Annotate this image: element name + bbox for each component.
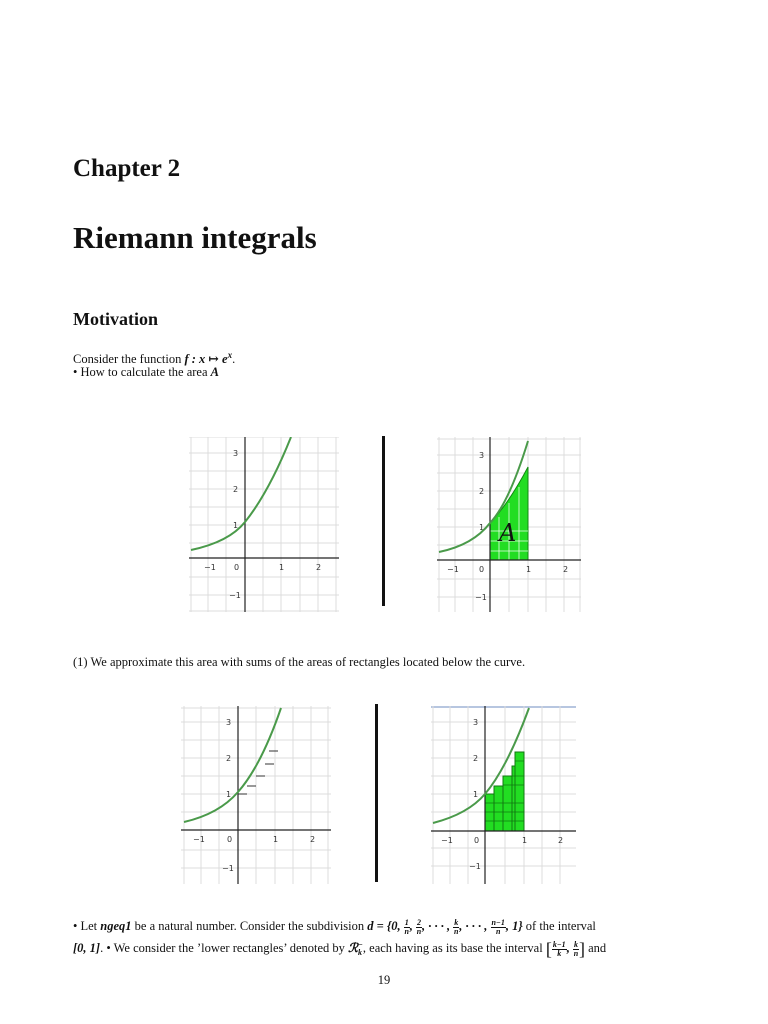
lower-rectangles-text: . • We consider the ’lower rectangles’ denoted by — [100, 941, 349, 955]
rectangle-superscript: − — [358, 940, 363, 950]
function-exponent: x — [227, 350, 233, 360]
fraction-denominator: k — [557, 948, 562, 958]
subdivision-text: be a natural number. Consider the subdivision — [131, 919, 368, 933]
tick-y-3: 3 — [233, 449, 239, 458]
fraction-denominator: n — [416, 926, 422, 936]
step-1-text: (1) We approximate this area with sums of the areas of rectangles located below the curve. — [73, 655, 526, 669]
tick-x-neg1: −1 — [204, 563, 216, 572]
fraction-denominator: n — [454, 926, 459, 936]
let-text: • Let — [73, 919, 101, 933]
tick-y-neg1: −1 — [229, 591, 241, 600]
fraction-n-minus-1-over-n — [491, 919, 506, 936]
tick-y-3: 3 — [473, 718, 479, 727]
tick-x-2: 2 — [558, 836, 564, 845]
tick-x-0: 0 — [479, 565, 485, 574]
chapter-label: Chapter 2 — [73, 155, 181, 182]
tick-y-neg1: −1 — [475, 593, 487, 602]
tick-y-1: 1 — [473, 790, 479, 799]
figure-divider — [382, 436, 385, 606]
tick-y-2: 2 — [473, 754, 479, 763]
function-expression: f : x ↦ e — [184, 352, 228, 367]
unit-interval: [0, 1] — [73, 941, 101, 955]
fraction-numerator: 1 — [404, 917, 409, 927]
tick-y-1: 1 — [233, 521, 239, 530]
tick-y-3: 3 — [479, 451, 485, 460]
rectangle-symbol: ℛ — [348, 940, 359, 955]
tick-x-1: 1 — [522, 836, 528, 845]
area-label: A — [499, 519, 517, 547]
graph-step-approx — [181, 706, 331, 884]
tick-x-0: 0 — [227, 835, 233, 844]
fraction-denominator: n — [404, 926, 409, 936]
tick-x-1: 1 — [273, 835, 279, 844]
interval-text: of the interval — [522, 919, 596, 933]
tick-x-neg1: −1 — [447, 565, 459, 574]
page-number: 19 — [377, 973, 391, 987]
tick-y-1: 1 — [226, 790, 232, 799]
and-text: and — [584, 941, 607, 955]
fraction-denominator: n — [573, 948, 579, 958]
tick-x-0: 0 — [474, 836, 480, 845]
graph-area-a — [437, 437, 581, 612]
graph-lower-rectangles — [431, 706, 576, 884]
tick-x-0: 0 — [234, 563, 240, 572]
ellipsis: , · · · , — [459, 919, 491, 933]
area-symbol: A — [210, 365, 219, 379]
intro-line-2 — [73, 364, 219, 380]
tick-y-2: 2 — [226, 754, 232, 763]
figure-divider-2 — [375, 704, 378, 882]
subdivision-line-2: [0, 1]. • We consider the ’lower rectangles’ denoted by ℛ − k , each having as its base the interval [ $\frac{k-1}{k}$ , $\frac{k}{n}$ ] and — [73, 939, 607, 960]
fraction-numerator: n−1 — [491, 917, 505, 927]
fraction-numerator: k — [573, 939, 578, 949]
fraction-k-minus-1-over-k — [552, 941, 567, 958]
tick-x-1: 1 — [279, 563, 285, 572]
chapter-title: Riemann integrals — [73, 220, 317, 255]
tick-y-neg1: −1 — [469, 862, 481, 871]
intro-question: • How to calculate the area — [73, 365, 211, 379]
subdivision-open: d = {0, — [367, 919, 404, 933]
rectangle-subscript: k — [358, 948, 363, 958]
subdivision-close: , 1} — [505, 919, 523, 933]
intro-text: Consider the function — [73, 352, 185, 367]
tick-y-2: 2 — [233, 485, 239, 494]
tick-x-neg1: −1 — [441, 836, 453, 845]
tick-y-neg1: −1 — [222, 864, 234, 873]
tick-x-2: 2 — [310, 835, 316, 844]
graph-exp-curve — [189, 437, 339, 612]
fraction-numerator: 2 — [417, 917, 422, 927]
tick-x-neg1: −1 — [193, 835, 205, 844]
subdivision-line-1: • Let ngeq1 be a natural number. Consider the subdivision d = {0, $\frac{1}{n}$ , $\frac{2}{n}$ , · · · , $\frac{k}{n}$ , · · · , $\frac{n-1}{n}$ , 1} of the interval — [73, 917, 596, 936]
tick-y-3: 3 — [226, 718, 232, 727]
fraction-numerator: k−1 — [552, 939, 566, 949]
tick-y-1: 1 — [479, 523, 485, 532]
fraction-denominator: n — [495, 926, 501, 936]
ellipsis: , · · · , — [422, 919, 454, 933]
intro-period: . — [232, 352, 236, 367]
tick-x-1: 1 — [526, 565, 532, 574]
tick-y-2: 2 — [479, 487, 485, 496]
base-interval-text: , each having as its base the interval — [362, 941, 546, 955]
n-condition: ngeq1 — [100, 919, 132, 933]
tick-x-2: 2 — [316, 563, 322, 572]
tick-x-2: 2 — [563, 565, 569, 574]
fraction-numerator: k — [454, 917, 459, 927]
section-title: Motivation — [73, 309, 158, 329]
